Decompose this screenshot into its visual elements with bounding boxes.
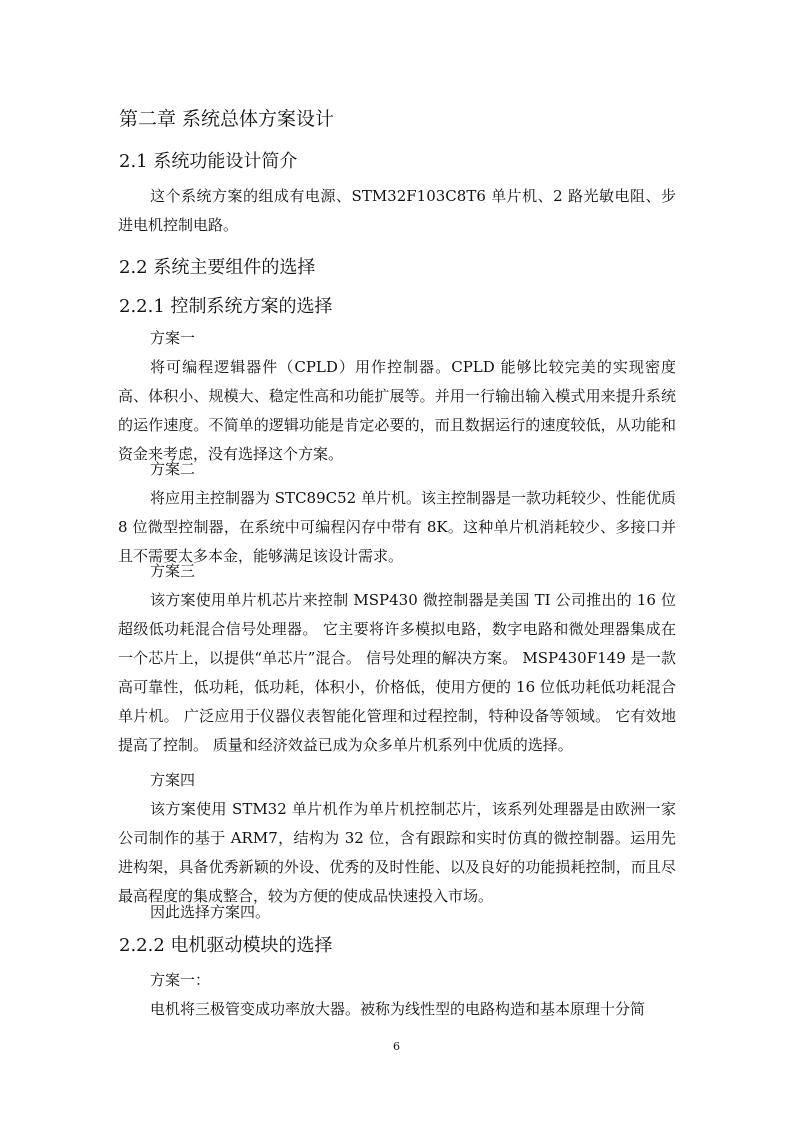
section-2-1-heading: 2.1 系统功能设计简介 bbox=[119, 151, 298, 172]
plan-1-paragraph: 将可编程逻辑器件（CPLD）用作控制器。CPLD 能够比较完美的实现密度高、体积小、规模大、稳定性高和功能扩展等。并用一行输出输入模式用来提升系统的运作速度。不简单的逻辑功能是肯定必要的，而且数据运行的速度较低，从功能和资金来考虑，没有选择这个方案。 bbox=[118, 358, 676, 463]
page-number: 6 bbox=[393, 1040, 400, 1053]
section-2-2-heading: 2.2 系统主要组件的选择 bbox=[119, 257, 316, 278]
plan-4-label: 方案四 bbox=[150, 771, 196, 789]
plan-4-paragraph: 该方案使用 STM32 单片机作为单片机控制芯片，该系列处理器是由欧洲一家公司制作的基于 ARM7，结构为 32 位，含有跟踪和实时仿真的微控制器。运用先进构架，具备优秀新颖的外设、优秀的及时性能、以及良好的功能损耗控制，而且尽最高程度的集成整合，较为方便的使成品快速投入市场。 bbox=[118, 800, 676, 905]
section-2-1-paragraph: 这个系统方案的组成有电源、STM32F103C8T6 单片机、2 路光敏电阻、步进电机控制电路。 bbox=[118, 187, 676, 234]
motor-plan-1-paragraph: 电机将三极管变成功率放大器。被称为线性型的电路构造和基本原理十分简 bbox=[150, 1000, 646, 1018]
conclusion-text: 因此选择方案四。 bbox=[150, 903, 271, 921]
plan-3-label: 方案三 bbox=[150, 562, 196, 580]
motor-plan-1-label: 方案一： bbox=[150, 971, 211, 989]
plan-2-label: 方案二 bbox=[150, 460, 196, 478]
plan-1-label: 方案一 bbox=[150, 329, 196, 347]
chapter-title: 第二章 系统总体方案设计 bbox=[119, 108, 335, 130]
plan-3-paragraph: 该方案使用单片机芯片来控制 MSP430 微控制器是美国 TI 公司推出的 16 位超级低功耗混合信号处理器。 它主要将许多模拟电路，数字电路和微处理器集成在一个芯片上，以提供“单芯片”混合。 信号处理的解决方案。 MSP430F149 是一款高可靠性，低功耗，低功耗，体积小，价格低，使用方便的 16 位低功耗低功耗混合单片机。 广泛应用于仪器仪表智能化管理和过程控制，特种设备等领域。 它有效地提高了控制。 质量和经济效益已成为众多单片机系列中优质的选择。 bbox=[118, 591, 676, 754]
plan-2-paragraph: 将应用主控制器为 STC89C52 单片机。该主控制器是一款功耗较少、性能优质 8 位微型控制器，在系统中可编程闪存中带有 8K。这种单片机消耗较少、多接口并且不需要太多本金，能够满足该设计需求。 bbox=[118, 489, 676, 565]
section-2-2-1-heading: 2.2.1 控制系统方案的选择 bbox=[119, 296, 333, 317]
section-2-2-2-heading: 2.2.2 电机驱动模块的选择 bbox=[119, 935, 333, 956]
